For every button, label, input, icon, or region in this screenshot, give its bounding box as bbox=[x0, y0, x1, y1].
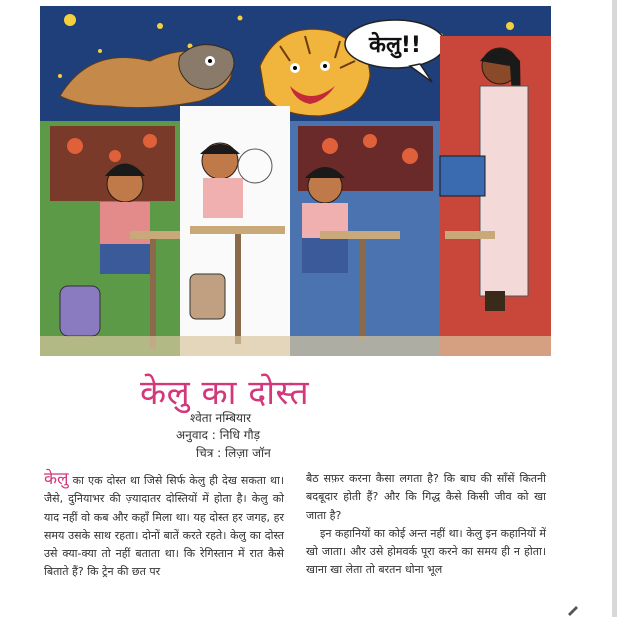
col2-para1: बैठ सफ़र करना कैसा लगता है? कि बाघ की साँसें कितनी बदबूदार होती हैं? और कि गिद्ध कैसे किसी जीव को खा जाता है? bbox=[306, 472, 546, 522]
speech-bubble-text: केलु!! bbox=[369, 33, 421, 58]
teacher-saree bbox=[480, 86, 528, 296]
author-credit: श्वेता नम्बियार bbox=[190, 411, 252, 425]
col2-para2: इन कहानियों का कोई अन्त नहीं था। केलु इन कहानियों में खो जाता। और उसे होमवर्क पूरा करने का समय ही न होता। खाना खा लेता तो बरतन धोना भूल bbox=[306, 526, 547, 577]
illustrator-credit: चित्र : लिज़ा जॉन bbox=[196, 446, 271, 460]
floor bbox=[40, 336, 551, 356]
school-bag bbox=[60, 286, 100, 336]
classroom-illustration bbox=[40, 6, 551, 356]
left-desk bbox=[130, 231, 180, 239]
page-edge bbox=[612, 0, 617, 617]
drop-word: केलु bbox=[44, 469, 69, 489]
story-title: केलु का दोस्त bbox=[140, 373, 310, 413]
pencil-icon bbox=[566, 602, 580, 616]
teacher-book bbox=[440, 156, 485, 196]
translator-credit: अनुवाद : निधि गौड़ bbox=[176, 428, 261, 442]
col1-text: का एक दोस्त था जिसे सिर्फ केलु ही देख सकता था। जैसे, दुनियाभर की ज़्यादातर दोस्तियों में होता है। केलु को याद नहीं वो कब और कहाँ मिला था। यह दोस्त हर जगह, हर समय उसके साथ रहता। दोनों बातें करते रहते। केलु का दोस्त उसे क्या-क्या तो नहीं बताता था। कि रेगिस्तान में रात कैसे बिताते हैं? कि ट्रेन की छत पर bbox=[44, 474, 285, 579]
body-column-right bbox=[306, 470, 546, 580]
body-column-left bbox=[44, 470, 284, 582]
